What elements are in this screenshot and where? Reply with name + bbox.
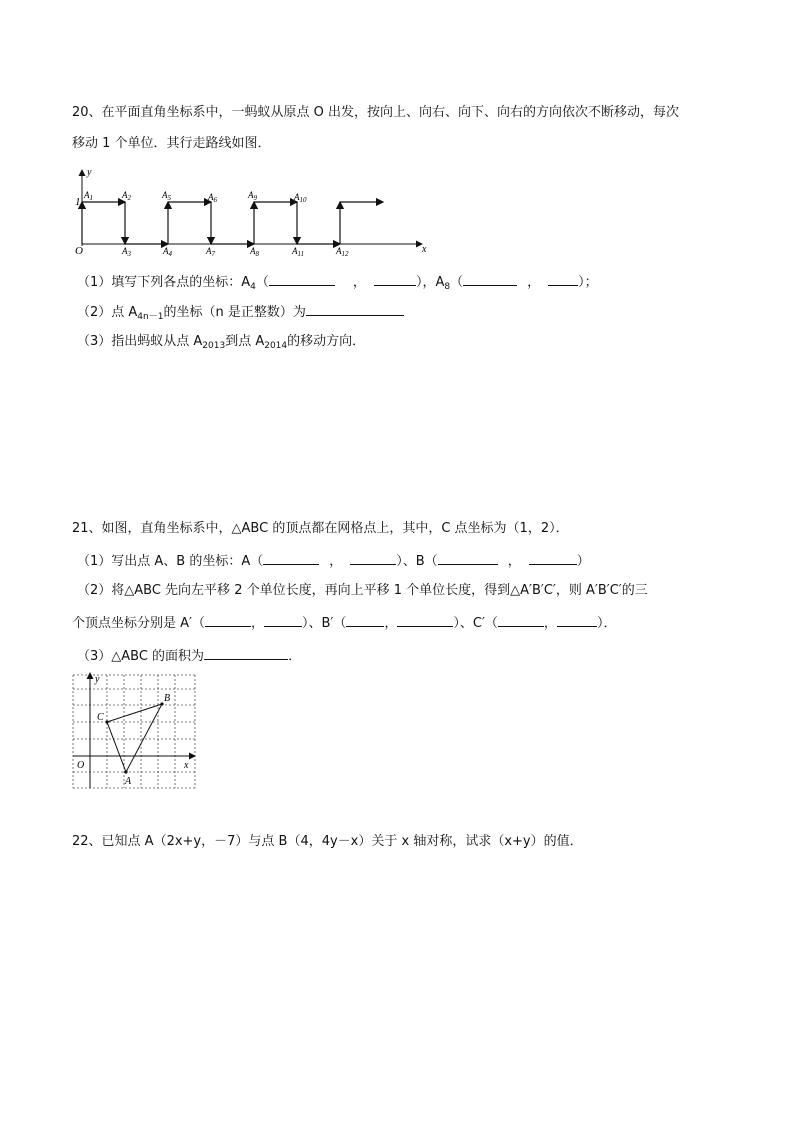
q20-part2: （2）点 $A_{4n-1}$的坐标（n 是正整数）为: [77, 302, 404, 326]
svg-text:A1: $A_1$: [84, 190, 93, 202]
q21-part1: （1）写出点 A、B 的坐标：A（ ， ）、B（ ， ）: [77, 551, 590, 571]
svg-text:A7: $A_7$: [206, 246, 215, 258]
svg-text:A5: $A_5$: [162, 190, 171, 202]
q21-label-b: B: [164, 693, 171, 704]
q21-part2-line1: （2）将△ABC 先向左平移 2 个单位长度，再向上平移 1 个单位长度，得到△A′B′C′，则 A′B′C′的三: [77, 583, 648, 598]
q21-origin: O: [77, 760, 85, 771]
q22-line1: 22、已知点 A（2x+y，－7）与点 B（4，4y－x）关于 x 轴对称，试求（x+y）的值．: [72, 834, 583, 849]
q20-figure: [70, 164, 430, 260]
q21-figure: [70, 670, 200, 790]
q20-part3: （3）指出蚂蚁从点 $A_{2013}$到点 $A_{2014}$的移动方向．: [77, 334, 366, 351]
q20-origin: O: [75, 245, 83, 257]
q20-line1: 20、在平面直角坐标系中，一蚂蚁从原点 O 出发，按向上、向右、向下、向右的方向依次不断移动，每次: [72, 105, 680, 120]
svg-text:A2: $A_2$: [122, 190, 131, 202]
svg-text:A10: $A_{10}$: [294, 192, 307, 204]
q20-line2: 移动 1 个单位．其行走路线如图．: [72, 136, 271, 151]
q20-x-label: x: [422, 244, 427, 255]
svg-text:A4: $A_4$: [163, 246, 172, 258]
svg-text:A11: $A_{11}$: [292, 246, 304, 258]
q21-label-a: A: [125, 776, 132, 787]
q21-line1: 21、如图，直角坐标系中，△ABC 的顶点都在网格点上，其中，C 点坐标为（1，2）．: [72, 521, 569, 536]
q21-label-c: C: [97, 712, 104, 723]
svg-text:A9: $A_9$: [248, 190, 257, 202]
q21-y-label: y: [95, 674, 100, 685]
svg-text:A8: $A_8$: [250, 246, 259, 258]
q21-part3: （3）△ABC 的面积为 ．: [77, 646, 301, 666]
svg-text:A12: $A_{12}$: [336, 246, 349, 258]
q21-triangle: [107, 704, 162, 772]
q20-y-label: y: [87, 167, 92, 178]
svg-text:A6: $A_6$: [208, 192, 217, 204]
q21-x-label: x: [184, 760, 189, 771]
q21-part2-line2: 个顶点坐标分别是 A′（ ， ）、B′（ ， ）、C′（ ， ）．: [72, 613, 616, 633]
svg-text:A3: $A_3$: [122, 246, 131, 258]
q20-one-label: 1: [75, 196, 81, 208]
q20-part1: （1）填写下列各点的坐标：$A_4$（ ， ），$A_8$（ ， ）；: [77, 272, 598, 296]
